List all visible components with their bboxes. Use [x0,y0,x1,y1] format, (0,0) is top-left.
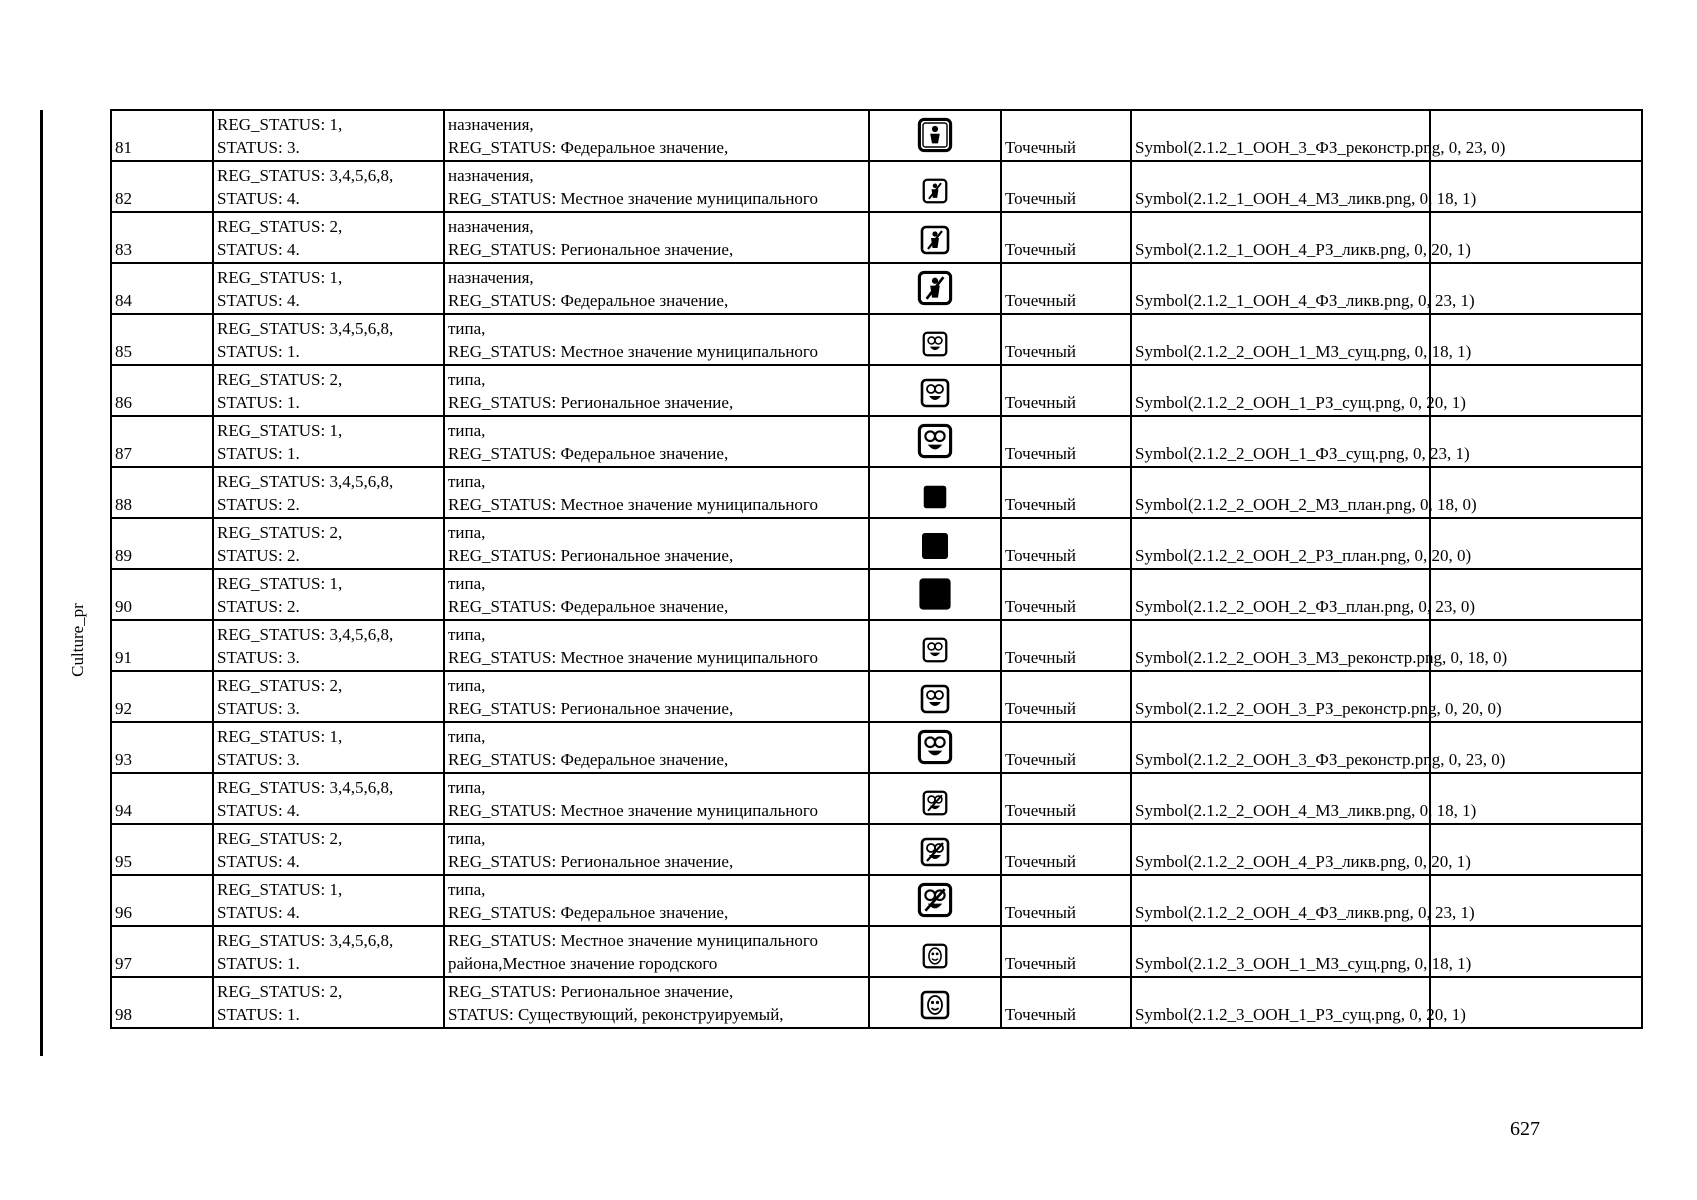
condition-line: REG_STATUS: 1, [217,115,343,134]
symbol-cell [869,620,1001,671]
description-line: типа, [448,421,486,440]
symbol-code-cell [1131,161,1477,212]
geometry-type: Точечный [1005,138,1077,157]
description-line: REG_STATUS: Региональное значение, [448,699,734,718]
row-number: 96 [115,903,132,922]
description-line: типа, [448,370,486,389]
geometry-type-cell [1001,110,1131,161]
symbol-cell [869,212,1001,263]
theatre-masks-icon [917,423,953,465]
geometry-type-cell [1001,518,1131,569]
condition-cell [213,722,444,773]
symbol-code-cell [1131,875,1475,926]
description-line: REG_STATUS: Федеральное значение, [448,444,729,463]
table-row [111,620,1642,671]
condition-line: REG_STATUS: 1, [217,421,343,440]
row-number-cell [111,161,213,212]
theatre-masks-icon [922,637,948,669]
row-number-cell [111,773,213,824]
table-row [111,977,1642,1028]
row-number: 82 [115,189,132,208]
description-cell [444,824,869,875]
condition-line: STATUS: 1. [217,1005,300,1024]
symbol-code: Symbol(2.1.2_2_ООН_2_МЗ_план.png, 0, 18, 0) [1135,495,1477,514]
description-cell [444,467,869,518]
condition-cell [213,671,444,722]
table-row [111,110,1642,161]
table-row [111,263,1642,314]
description-line: REG_STATUS: Федеральное значение, [448,291,729,310]
crossed-masks-icon [920,837,950,873]
description-line: типа, [448,778,486,797]
condition-cell [213,161,444,212]
condition-line: REG_STATUS: 3,4,5,6,8, [217,166,394,185]
row-number-cell [111,212,213,263]
description-cell [444,722,869,773]
condition-line: STATUS: 4. [217,903,300,922]
table-row [111,824,1642,875]
symbol-code: Symbol(2.1.2_2_ООН_4_МЗ_ликв.png, 0, 18, 1) [1135,801,1477,820]
symbol-code: Symbol(2.1.2_2_ООН_2_РЗ_план.png, 0, 20, 0) [1135,546,1472,565]
description-line: назначения, [448,268,534,287]
condition-cell [213,518,444,569]
description-line: типа, [448,574,486,593]
description-cell [444,518,869,569]
description-cell [444,314,869,365]
row-number-cell [111,824,213,875]
description-line: назначения, [448,115,534,134]
condition-line: REG_STATUS: 2, [217,523,343,542]
condition-line: REG_STATUS: 1, [217,727,343,746]
description-cell [444,110,869,161]
geometry-type-cell [1001,773,1131,824]
table-row [111,161,1642,212]
description-line: REG_STATUS: Региональное значение, [448,982,734,1001]
symbol-code: Symbol(2.1.2_2_ООН_4_РЗ_ликв.png, 0, 20, 1) [1135,852,1471,871]
geometry-type-cell [1001,671,1131,722]
geometry-type: Точечный [1005,240,1077,259]
row-number: 93 [115,750,132,769]
condition-line: STATUS: 2. [217,546,300,565]
symbol-cell [869,161,1001,212]
symbol-code-cell [1131,926,1472,977]
geometry-type: Точечный [1005,954,1077,973]
description-cell [444,212,869,263]
description-line: REG_STATUS: Региональное значение, [448,852,734,871]
description-line: назначения, [448,166,534,185]
filled-square-icon [920,531,950,567]
geometry-type: Точечный [1005,750,1077,769]
condition-line: REG_STATUS: 2, [217,982,343,1001]
symbol-cell [869,518,1001,569]
single-mask-icon [920,990,950,1026]
table-row [111,773,1642,824]
condition-line: STATUS: 4. [217,801,300,820]
description-line: REG_STATUS: Местное значение муниципального [448,495,818,514]
description-line: REG_STATUS: Местное значение муниципального [448,801,818,820]
symbol-code-cell [1131,212,1471,263]
symbol-code: Symbol(2.1.2_2_ООН_4_ФЗ_ликв.png, 0, 23, 1) [1135,903,1475,922]
condition-cell [213,824,444,875]
geometry-type-cell [1001,212,1131,263]
row-number: 90 [115,597,132,616]
row-number: 87 [115,444,132,463]
description-line: REG_STATUS: Федеральное значение, [448,138,729,157]
condition-cell [213,212,444,263]
row-number-cell [111,263,213,314]
geometry-type-cell [1001,722,1131,773]
condition-line: STATUS: 2. [217,597,300,616]
description-cell [444,926,869,977]
symbol-cell [869,569,1001,620]
condition-cell [213,977,444,1028]
table-body [111,110,1642,1028]
geometry-type: Точечный [1005,444,1077,463]
description-line: типа, [448,472,486,491]
condition-cell [213,926,444,977]
description-line: типа, [448,829,486,848]
geometry-type-cell [1001,620,1131,671]
geometry-type-cell [1001,569,1131,620]
description-line: типа, [448,727,486,746]
row-number-cell [111,518,213,569]
table-row [111,875,1642,926]
description-line: REG_STATUS: Федеральное значение, [448,597,729,616]
condition-line: STATUS: 1. [217,444,300,463]
description-line: района,Местное значение городского [448,954,718,973]
geometry-type: Точечный [1005,597,1077,616]
condition-line: STATUS: 3. [217,750,300,769]
symbol-code-cell [1131,671,1502,722]
condition-line: STATUS: 3. [217,699,300,718]
description-line: типа, [448,880,486,899]
row-number: 83 [115,240,132,259]
symbol-code: Symbol(2.1.2_2_ООН_3_РЗ_реконстр.png, 0, 20, 0) [1135,699,1502,718]
description-line: REG_STATUS: Региональное значение, [448,240,734,259]
condition-cell [213,365,444,416]
symbol-cell [869,314,1001,365]
geometry-type-cell [1001,263,1131,314]
symbol-code-cell [1131,263,1475,314]
symbol-code-cell [1131,314,1472,365]
symbol-cell [869,110,1001,161]
condition-cell [213,416,444,467]
symbol-code-cell [1131,824,1471,875]
theatre-masks-icon [922,331,948,363]
row-number: 88 [115,495,132,514]
row-number: 92 [115,699,132,718]
symbol-code-cell [1131,977,1466,1028]
condition-cell [213,875,444,926]
symbol-cell [869,365,1001,416]
description-cell [444,671,869,722]
symbol-code-cell [1131,620,1508,671]
symbol-code-cell [1131,110,1506,161]
row-number-cell [111,467,213,518]
symbol-cell [869,671,1001,722]
geometry-type: Точечный [1005,393,1077,412]
row-number: 98 [115,1005,132,1024]
symbol-code: Symbol(2.1.2_1_ООН_3_ФЗ_реконстр.png, 0, 23, 0) [1135,138,1506,157]
table-row [111,416,1642,467]
crossed-masks-icon [922,790,948,822]
geometry-type: Точечный [1005,1005,1077,1024]
row-number: 91 [115,648,132,667]
description-cell [444,977,869,1028]
symbol-cell [869,467,1001,518]
condition-cell [213,620,444,671]
description-line: REG_STATUS: Местное значение муниципального [448,931,818,950]
condition-line: REG_STATUS: 2, [217,217,343,236]
symbol-cell [869,926,1001,977]
description-cell [444,263,869,314]
geometry-type: Точечный [1005,648,1077,667]
description-line: REG_STATUS: Местное значение муниципального [448,648,818,667]
table-row [111,722,1642,773]
description-line: типа, [448,676,486,695]
symbol-cell [869,773,1001,824]
row-number: 95 [115,852,132,871]
symbol-code-cell [1131,722,1506,773]
row-number: 85 [115,342,132,361]
symbol-code: Symbol(2.1.2_2_ООН_1_ФЗ_сущ.png, 0, 23, 1) [1135,444,1470,463]
geometry-type-cell [1001,926,1131,977]
symbol-code: Symbol(2.1.2_3_ООН_1_РЗ_сущ.png, 0, 20, 1) [1135,1005,1466,1024]
symbol-code-cell [1131,467,1477,518]
condition-line: STATUS: 4. [217,189,300,208]
symbol-cell [869,722,1001,773]
crossed-figure-icon [917,270,953,312]
geometry-type-cell [1001,161,1131,212]
description-cell [444,161,869,212]
symbol-code: Symbol(2.1.2_1_ООН_4_МЗ_ликв.png, 0, 18, 1) [1135,189,1477,208]
table-row [111,212,1642,263]
geometry-type: Точечный [1005,291,1077,310]
row-number: 86 [115,393,132,412]
description-line: типа, [448,523,486,542]
symbol-code: Symbol(2.1.2_2_ООН_1_РЗ_сущ.png, 0, 20, 1) [1135,393,1466,412]
description-line: REG_STATUS: Региональное значение, [448,546,734,565]
geometry-type: Точечный [1005,903,1077,922]
crossed-figure-icon [920,225,950,261]
page-number: 627 [1510,1118,1540,1140]
condition-line: STATUS: 1. [217,342,300,361]
row-number-cell [111,875,213,926]
condition-line: REG_STATUS: 3,4,5,6,8, [217,319,394,338]
theatre-masks-icon [920,378,950,414]
symbol-code: Symbol(2.1.2_2_ООН_3_ФЗ_реконстр.png, 0, 23, 0) [1135,750,1506,769]
crossed-figure-icon [922,178,948,210]
table-row [111,926,1642,977]
row-number-cell [111,722,213,773]
geometry-type: Точечный [1005,342,1077,361]
row-number-cell [111,110,213,161]
symbol-cell [869,416,1001,467]
monument-figure-icon [917,117,953,159]
condition-cell [213,569,444,620]
geometry-type: Точечный [1005,852,1077,871]
condition-line: STATUS: 1. [217,393,300,412]
table-row [111,314,1642,365]
table-row [111,467,1642,518]
margin-rule [40,110,43,1056]
row-number: 97 [115,954,132,973]
description-cell [444,365,869,416]
condition-line: STATUS: 4. [217,291,300,310]
geometry-type-cell [1001,416,1131,467]
geometry-type: Точечный [1005,189,1077,208]
condition-line: REG_STATUS: 3,4,5,6,8, [217,778,394,797]
condition-line: REG_STATUS: 2, [217,829,343,848]
description-line: типа, [448,625,486,644]
theatre-masks-icon [917,729,953,771]
symbol-code-cell [1131,569,1475,620]
description-line: назначения, [448,217,534,236]
description-cell [444,416,869,467]
symbol-code: Symbol(2.1.2_1_ООН_4_ФЗ_ликв.png, 0, 23, 1) [1135,291,1475,310]
condition-cell [213,110,444,161]
geometry-type-cell [1001,875,1131,926]
description-line: STATUS: Существующий, реконструируемый, [448,1005,784,1024]
row-number: 84 [115,291,132,310]
row-number-cell [111,977,213,1028]
symbol-code: Symbol(2.1.2_1_ООН_4_РЗ_ликв.png, 0, 20, 1) [1135,240,1471,259]
symbol-code-cell [1131,773,1477,824]
condition-line: REG_STATUS: 2, [217,370,343,389]
condition-line: REG_STATUS: 2, [217,676,343,695]
description-cell [444,875,869,926]
description-line: REG_STATUS: Региональное значение, [448,393,734,412]
description-line: REG_STATUS: Местное значение муниципального [448,189,818,208]
description-cell [444,620,869,671]
theatre-masks-icon [920,684,950,720]
condition-cell [213,263,444,314]
symbol-code-cell [1131,365,1466,416]
description-line: REG_STATUS: Местное значение муниципального [448,342,818,361]
side-label: Culture_pr [68,603,87,677]
geometry-type-cell [1001,467,1131,518]
row-number: 94 [115,801,132,820]
condition-line: REG_STATUS: 1, [217,880,343,899]
description-line: REG_STATUS: Федеральное значение, [448,750,729,769]
condition-line: STATUS: 2. [217,495,300,514]
description-line: REG_STATUS: Федеральное значение, [448,903,729,922]
condition-line: STATUS: 4. [217,240,300,259]
symbol-code: Symbol(2.1.2_2_ООН_3_МЗ_реконстр.png, 0, 18, 0) [1135,648,1508,667]
row-number: 89 [115,546,132,565]
condition-line: REG_STATUS: 3,4,5,6,8, [217,625,394,644]
symbol-table [110,109,1643,1029]
condition-line: REG_STATUS: 1, [217,574,343,593]
symbol-code: Symbol(2.1.2_2_ООН_2_ФЗ_план.png, 0, 23, 0) [1135,597,1475,616]
symbol-cell [869,824,1001,875]
row-number-cell [111,569,213,620]
symbol-cell [869,875,1001,926]
row-number-cell [111,365,213,416]
condition-line: STATUS: 3. [217,138,300,157]
condition-line: STATUS: 3. [217,648,300,667]
row-number-cell [111,314,213,365]
condition-line: REG_STATUS: 3,4,5,6,8, [217,931,394,950]
row-number-cell [111,926,213,977]
condition-line: STATUS: 1. [217,954,300,973]
single-mask-icon [922,943,948,975]
symbol-cell [869,977,1001,1028]
geometry-type: Точечный [1005,546,1077,565]
table-row [111,671,1642,722]
geometry-type: Точечный [1005,495,1077,514]
geometry-type-cell [1001,365,1131,416]
crossed-masks-icon [917,882,953,924]
description-line: типа, [448,319,486,338]
symbol-code-cell [1131,416,1470,467]
geometry-type-cell [1001,977,1131,1028]
geometry-type-cell [1001,824,1131,875]
symbol-code: Symbol(2.1.2_3_ООН_1_МЗ_сущ.png, 0, 18, 1) [1135,954,1472,973]
geometry-type: Точечный [1005,699,1077,718]
symbol-cell [869,263,1001,314]
table-row [111,365,1642,416]
geometry-type: Точечный [1005,801,1077,820]
filled-square-icon [917,576,953,618]
geometry-type-cell [1001,314,1131,365]
symbol-code: Symbol(2.1.2_2_ООН_1_МЗ_сущ.png, 0, 18, 1) [1135,342,1472,361]
filled-square-icon [922,484,948,516]
condition-cell [213,314,444,365]
table-row [111,518,1642,569]
condition-cell [213,773,444,824]
row-number-cell [111,620,213,671]
condition-line: REG_STATUS: 3,4,5,6,8, [217,472,394,491]
row-number: 81 [115,138,132,157]
description-cell [444,773,869,824]
symbol-code-cell [1131,518,1472,569]
row-number-cell [111,416,213,467]
description-cell [444,569,869,620]
table-row [111,569,1642,620]
condition-line: REG_STATUS: 1, [217,268,343,287]
condition-line: STATUS: 4. [217,852,300,871]
condition-cell [213,467,444,518]
row-number-cell [111,671,213,722]
